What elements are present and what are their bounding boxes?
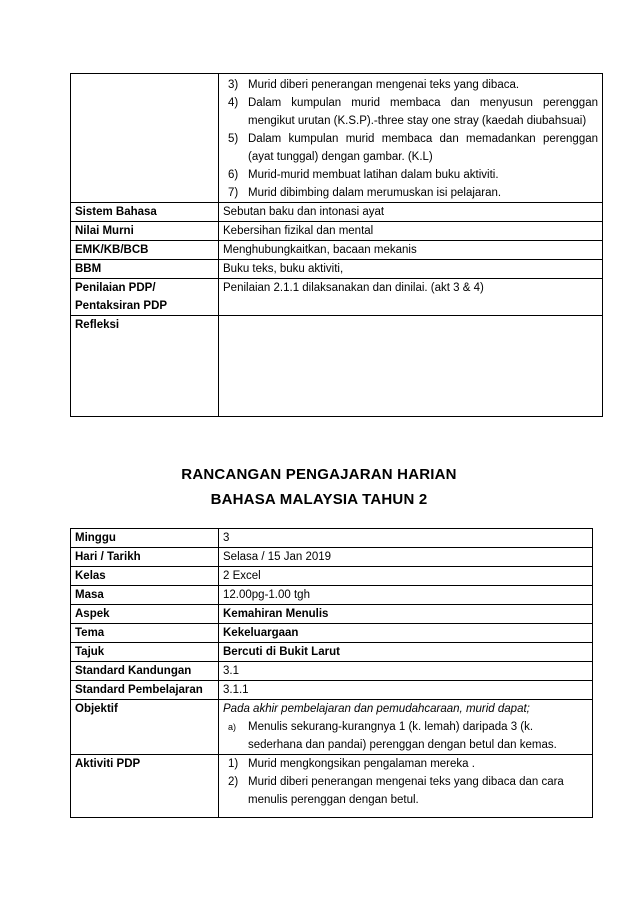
kelas-label: Kelas <box>71 567 219 586</box>
table-row <box>71 241 603 260</box>
objektif-value <box>219 700 593 755</box>
emk-value: Menghubungkaitkan, bacaan mekanis <box>219 241 603 260</box>
table-row <box>71 260 603 279</box>
refleksi-value <box>219 316 603 417</box>
table-row <box>71 586 593 605</box>
objektif-label: Objektif <box>71 700 219 755</box>
standard-kandungan-label: Standard Kandungan <box>71 662 219 681</box>
tema-label: Tema <box>71 624 219 643</box>
sistem-bahasa-label: Sistem Bahasa <box>71 203 219 222</box>
nilai-murni-label: Nilai Murni <box>71 222 219 241</box>
empty-label-cell <box>71 74 219 203</box>
aktiviti-label: Aktiviti PDP <box>71 755 219 818</box>
table-row <box>71 755 593 818</box>
tajuk-label: Tajuk <box>71 643 219 662</box>
table-row <box>71 74 603 203</box>
table-row <box>71 700 593 755</box>
aspek-label: Aspek <box>71 605 219 624</box>
table-row <box>71 681 593 700</box>
hari-value: Selasa / 15 Jan 2019 <box>219 548 593 567</box>
activity-steps-list <box>223 76 598 202</box>
list-item: 6) Murid-murid membuat latihan dalam buku aktiviti. <box>228 169 499 181</box>
list-item: 7) Murid dibimbing dalam merumuskan isi pelajaran. <box>228 187 502 199</box>
penilaian-label <box>71 279 219 316</box>
minggu-label: Minggu <box>71 529 219 548</box>
penilaian-value: Penilaian 2.1.1 dilaksanakan dan dinilai. (akt 3 & 4) <box>219 279 603 316</box>
standard-pembelajaran-value: 3.1.1 <box>219 681 593 700</box>
hari-label: Hari / Tarikh <box>71 548 219 567</box>
sistem-bahasa-value: Sebutan baku dan intonasi ayat <box>219 203 603 222</box>
table-row <box>71 567 593 586</box>
bbm-value: Buku teks, buku aktiviti, <box>219 260 603 279</box>
activity-steps-cell <box>219 74 603 203</box>
table-row <box>71 643 593 662</box>
table-row <box>71 316 603 417</box>
list-item: 1) Murid mengkongsikan pengalaman mereka . <box>228 758 475 770</box>
aktiviti-list <box>223 755 588 809</box>
table-row <box>71 548 593 567</box>
nilai-murni-value: Kebersihan fizikal dan mental <box>219 222 603 241</box>
tema-value: Kekeluargaan <box>219 624 593 643</box>
masa-value: 12.00pg-1.00 tgh <box>219 586 593 605</box>
list-item: 5) Dalam kumpulan murid membaca dan memadankan perenggan (ayat tunggal) dengan gambar. (K.L) <box>228 133 598 163</box>
rph-table-continuation <box>70 73 603 417</box>
minggu-value: 3 <box>219 529 593 548</box>
refleksi-label: Refleksi <box>71 316 219 417</box>
table-row <box>71 605 593 624</box>
standard-pembelajaran-label: Standard Pembelajaran <box>71 681 219 700</box>
emk-label: EMK/KB/BCB <box>71 241 219 260</box>
page-subtitle: BAHASA MALAYSIA TAHUN 2 <box>210 491 428 508</box>
penilaian-label-line2: Pentaksiran PDP <box>75 300 168 312</box>
list-item: a) Menulis sekurang-kurangnya 1 (k. lemah) daripada 3 (k. sederhana dan pandai) perenggan dengan betul dan kemas. <box>228 721 557 751</box>
list-item: 3) Murid diberi penerangan mengenai teks yang dibaca. <box>228 79 520 91</box>
tajuk-value: Bercuti di Bukit Larut <box>219 643 593 662</box>
aspek-value: Kemahiran Menulis <box>219 605 593 624</box>
table-row <box>71 222 603 241</box>
bbm-label: BBM <box>71 260 219 279</box>
table-row <box>71 203 603 222</box>
aktiviti-value <box>219 755 593 818</box>
table-row <box>71 279 603 316</box>
standard-kandungan-value: 3.1 <box>219 662 593 681</box>
table-row <box>71 662 593 681</box>
list-item: 2) Murid diberi penerangan mengenai teks yang dibaca dan cara menulis perenggan dengan betul. <box>228 776 564 806</box>
list-item: 4) Dalam kumpulan murid membaca dan menyusun perenggan mengikut urutan (K.S.P).-three stay one stray (kaedah diubahsuai) <box>228 97 598 127</box>
kelas-value: 2 Excel <box>219 567 593 586</box>
rph-table <box>70 528 593 818</box>
page-title: RANCANGAN PENGAJARAN HARIAN <box>181 466 457 483</box>
table-row <box>71 624 593 643</box>
table-row <box>71 529 593 548</box>
objektif-list <box>223 718 588 754</box>
penilaian-label-line1: Penilaian PDP/ <box>75 282 156 294</box>
masa-label: Masa <box>71 586 219 605</box>
objektif-intro: Pada akhir pembelajaran dan pemudahcaraan, murid dapat; <box>223 703 530 715</box>
